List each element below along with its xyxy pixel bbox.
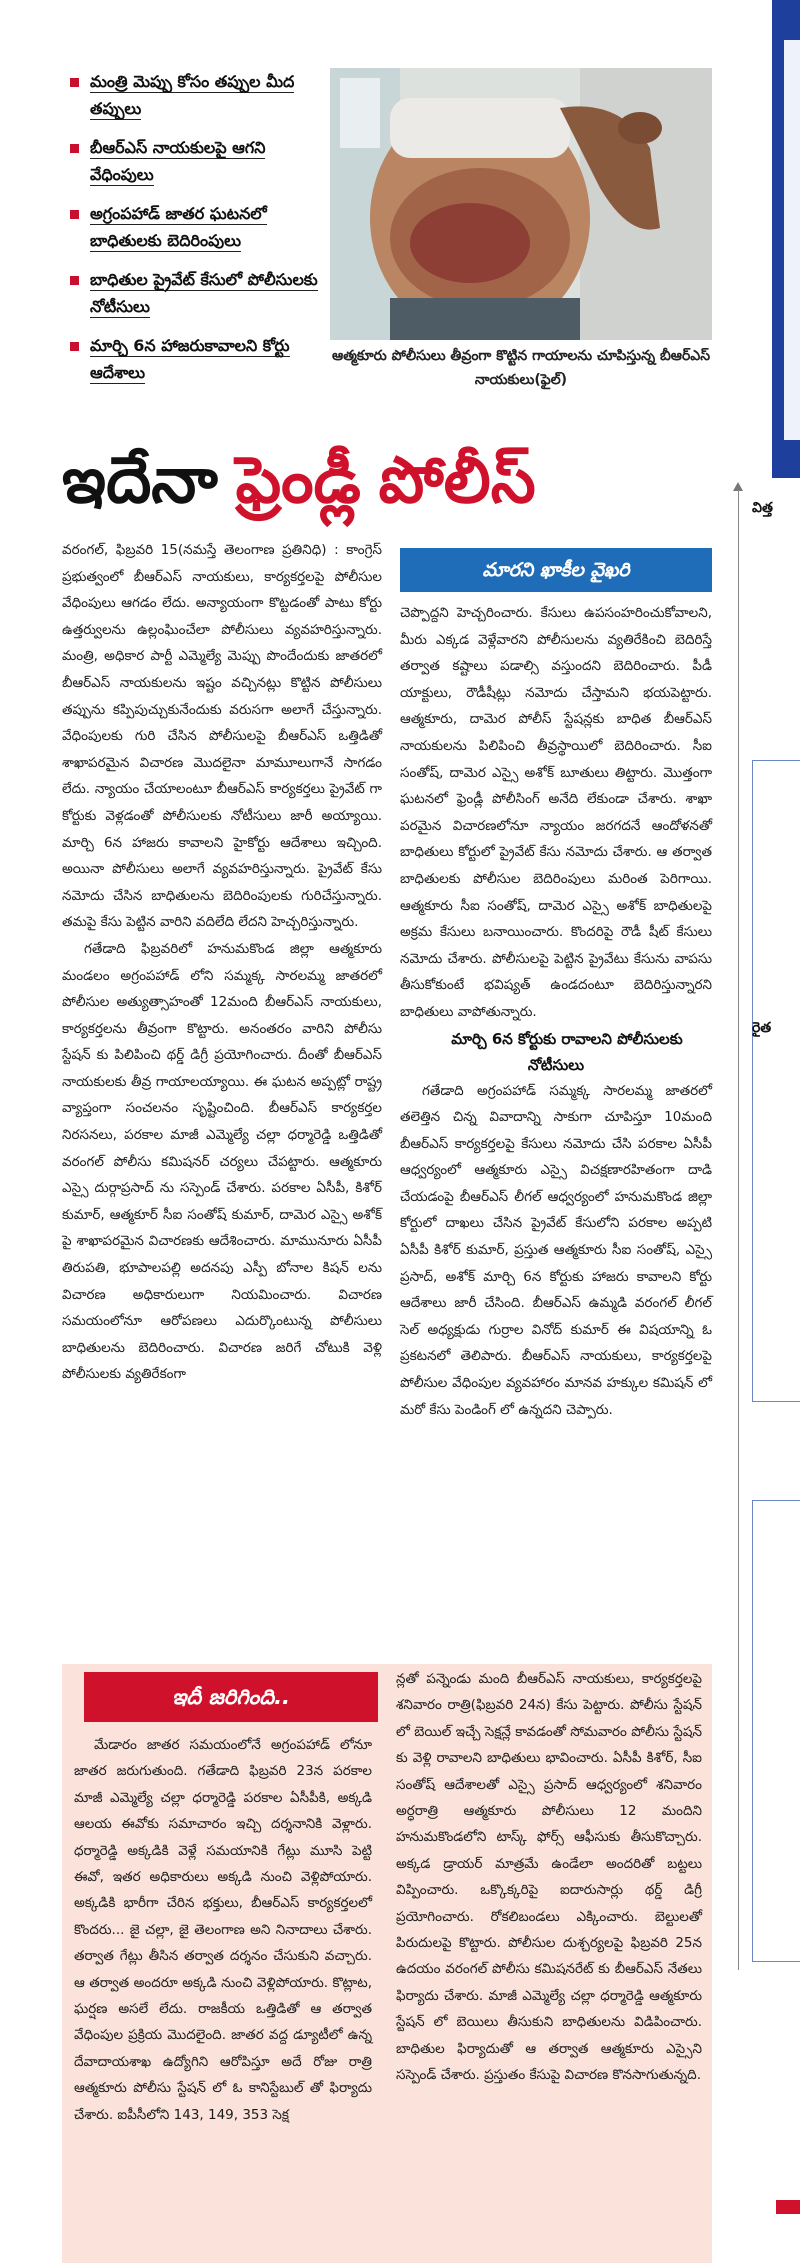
highlight-item: అగ్రంపహాడ్ జాతర ఘటనలో బాధితులకు బెదిరింపులు bbox=[62, 200, 324, 254]
box-right-column bbox=[396, 1666, 702, 2089]
adjacent-ad-panel bbox=[784, 40, 800, 440]
main-headline bbox=[62, 430, 722, 530]
article-paragraph: వరంగల్, ఫిబ్రవరి 15(నమస్తే తెలంగాణ ప్రతినిధి) : కాంగ్రెస్ ప్రభుత్వంలో బీఆర్ఎస్ నాయకులు, కార్యకర్తలపై పోలీసుల వేధింపులు ఆగడం లేదు. అన్యాయంగా కొట్టడంతో పాటు కోర్టు ఉత్తర్వులను ఉల్లంఘించేలా పోలీసులు వ్యవహరిస్తున్నారు. మంత్రి, అధికార పార్టీ ఎమ్మెల్యే మెప్పు పొందేందుకు జాతరలో బీఆర్ఎస్ నాయకులను ఇష్టం వచ్చినట్లు కొట్టిన పోలీసులు తప్పును కప్పిపుచ్చుకునేందుకు వరుసగా అలాగే చేస్తున్నారు. వేధింపులకు గురి చేసిన పోలీసులపై బీఆర్ఎస్ ఒత్తిడితో శాఖాపరమైన విచారణ మొదలైనా మామూలుగానే సాగడం లేదు. న్యాయం చేయాలంటూ బీఆర్ఎస్ కార్యకర్తలు ప్రైవేట్ గా కోర్టుకు వెళ్లడంతో పోలీసులకు నోటీసులు జారీ అయ్యాయి. మార్చి 6న హాజరు కావాలని హైకోర్టు ఆదేశాలు ఇచ్చింది. అయినా పోలీసులు అలాగే వ్యవహరిస్తున్నారు. ప్రైవేట్ కేసు నమోదు చేసిన బాధితులను బెదిరింపులకు గురిచేస్తున్నారు. తమపై కేసు పెట్టిన వారిని వదిలేది లేదని హెచ్చరిస్తున్నారు. bbox=[62, 542, 382, 931]
article-paragraph: చెప్పొద్దని హెచ్చరించారు. కేసులు ఉపసంహరించుకోవాలని, మీరు ఎక్కడ వెళ్లేవారని పోలీసులను వ్యతిరేకించి బెదిరిస్తే తర్వాత కష్టాలు పడాల్సి వస్తుందని బెదిరించారు. పీడీ యాక్టులు, రౌడీషీట్లు నమోదు చేస్తామని భయపెట్టారు. ఆత్మకూరు, దామెర పోలీస్ స్టేషన్లకు బాధిత బీఆర్ఎస్ నాయకులను పిలిపించి తీవ్రస్థాయిలో బెదిరించారు. సీఐ సంతోష్, దామెర ఎస్సై అశోక్ బూతులు తిట్టారు. మొత్తంగా ఘటనలో ఫ్రెండ్లీ పోలీసింగ్ అనేది లేకుండా చేశారు. శాఖా పరమైన విచారణలోనూ న్యాయం జరగదనే ఆందోళనతో బాధితులు కోర్టులో ప్రైవేట్ కేసు నమోదు చేశారు. ఆ తర్వాత బాధితులకు పోలీసుల బెదిరింపులు మరింత పెరిగాయి. ఆత్మకూరు సీఐ సంతోష్, దామెర ఎస్సై అశోక్ బాధితులపై అక్రమ కేసులు బనాయించారు. కొందరిపై రౌడీ షీట్ కేసులు నమోదు చేశారు. పోలీసులపై పెట్టిన ప్రైవేటు కేసును వాపసు తీసుకోకుంటే భవిష్యత్ ఉండదంటూ బెదిరిస్తున్నారని బాధితులు వాపోతున్నారు. bbox=[400, 605, 712, 1020]
adjacent-article-box bbox=[752, 760, 800, 1402]
adjacent-article-box bbox=[752, 1500, 800, 1962]
highlight-item: బాధితుల ప్రైవేట్ కేసులో పోలీసులకు నోటీసులు bbox=[62, 266, 324, 320]
photo-caption: ఆత్మకూరు పోలీసులు తీవ్రంగా కొట్టిన గాయాలను చూపిస్తున్న బీఆర్ఎస్ నాయకులు(ఫైల్) bbox=[331, 348, 711, 388]
box-tag: ఇదీ జరిగింది.. bbox=[84, 1672, 378, 1722]
highlight-item: బీఆర్ఎస్ నాయకులపై ఆగని వేధింపులు bbox=[62, 134, 324, 188]
adjacent-headline-fragment: విత్త bbox=[752, 500, 773, 516]
headline-part-1: ఇదేనా bbox=[62, 444, 218, 516]
highlight-item: మార్చి 6న హాజరుకావాలని కోర్టు ఆదేశాలు bbox=[62, 332, 324, 386]
article-subhead: మార్చి 6న కోర్టుకు రావాలని పోలీసులకు నోటీసులు bbox=[451, 1029, 683, 1074]
box-paragraph: న్లతో పన్నెండు మంది బీఆర్ఎస్ నాయకులు, కార్యకర్తలపై శనివారం రాత్రి(ఫిబ్రవరి 24న) కేసు పెట్టారు. పోలీసు స్టేషన్ లో బెయిల్ ఇచ్చే సెక్షన్లే కావడంతో సోమవారం పోలీసు స్టేషన్ కు వెళ్లి రావాలని బాధితులు భావించారు. ఏసీపీ కిశోర్, సీఐ సంతోష్ ఆదేశాలతో ఎస్సై ప్రసాద్ ఆధ్వర్యంలో శనివారం అర్ధరాత్రి ఆత్మకూరు పోలీసులు 12 మందిని హనుమకొండలోని టాస్క్ ఫోర్స్ ఆఫీసుకు తీసుకొచ్చారు. అక్కడ డ్రాయర్ మాత్రమే ఉండేలా అందరితో బట్టలు విప్పించారు. ఒక్కొక్కరిపై ఐదారుసార్లు థర్డ్ డిగ్రీ ప్రయోగించారు. రోకలిబండలు ఎక్కించారు. బెల్టులతో పిరుదులపై కొట్టారు. పోలీసుల దుశ్చర్యలపై ఫిబ్రవరి 25న ఉదయం వరంగల్ పోలీసు కమిషనరేట్ కు బీఆర్ఎస్ నేతలు ఫిర్యాదు చేశారు. మాజీ ఎమ్మెల్యే చల్లా ధర్మారెడ్డి ఆత్మకూరు స్టేషన్ లో బెయిలు తీసుకుని బాధితులను విడిపించారు. బాధితుల ఫిర్యాదుతో ఆ తర్వాత ఆత్మకూరు ఎస్సైని సస్పెండ్ చేశారు. ప్రస్తుతం కేసుపై విచారణ కొనసాగుతున్నది. bbox=[396, 1671, 702, 2084]
box-paragraph: మేడారం జాతర సమయంలోనే అగ్రంపహాడ్ లోనూ జాతర జరుగుతుంది. గతేడాది ఫిబ్రవరి 23న పరకాల మాజీ ఎమ్మెల్యే చల్లా ధర్మారెడ్డి పరకాల ఏసీపీకి, అక్కడి ఆలయ ఈవోకు సమాచారం ఇచ్చి దర్శనానికి వెళ్లారు. ధర్మారెడ్డి అక్కడికి వెళ్లే సమయానికి గేట్లు మూసి పెట్టి ఈవో, ఇతర అధికారులు అక్కడి నుంచి వెళ్లిపోయారు. అక్కడికి భారీగా చేరిన భక్తులు, బీఆర్ఎస్ కార్యకర్తలలో కొందరు... జై చల్లా, జై తెలంగాణ అని నినాదాలు చేశారు. తర్వాత గేట్లు తీసిన తర్వాత దర్శనం చేసుకుని వచ్చారు. ఆ తర్వాత అందరూ అక్కడి నుంచి వెళ్లిపోయారు. కొట్లాట, ఘర్షణ అసలే లేదు. రాజకీయ ఒత్తిడితో ఆ తర్వాత వేధింపుల ప్రక్రియ మొదలైంది. జాతర వద్ద డ్యూటీలో ఉన్న దేవాదాయశాఖ ఉద్యోగిని ఆరోపిస్తూ అదే రోజు రాత్రి ఆత్మకూరు పోలీసు స్టేషన్ లో ఓ కానిస్టేబుల్ తో ఫిర్యాదు చేశారు. ఐపీసీలోని 143, 149, 353 సెక్ష bbox=[74, 1737, 372, 2123]
box-left-column bbox=[74, 1732, 372, 2128]
column-divider bbox=[738, 490, 739, 1970]
article-paragraph: గతేడాది ఫిబ్రవరిలో హనుమకొండ జిల్లా ఆత్మకూరు మండలం అగ్రంపహాడ్ లోని సమ్మక్క సారలమ్మ జాతరలో పోలీసుల అత్యుత్సాహంతో 12మంది బీఆర్ఎస్ నాయకులు, కార్యకర్తలను తీవ్రంగా కొట్టారు. అనంతరం వారిని పోలీసు స్టేషన్ కు పిలిపించి థర్డ్ డిగ్రీ ప్రయోగించారు. దీంతో బీఆర్ఎస్ నాయకులకు తీవ్ర గాయాలయ్యాయి. ఈ ఘటన అప్పట్లో రాష్ట్ర వ్యాప్తంగా సంచలనం సృష్టించింది. బీఆర్ఎస్ కార్యకర్తల నిరసనలు, పరకాల మాజీ ఎమ్మెల్యే చల్లా ధర్మారెడ్డి ఒత్తిడితో వరంగల్ పోలీసు కమిషనర్ చర్యలు చేపట్టారు. ఆత్మకూరు ఎస్సై దుర్గాప్రసాద్ ను సస్పెండ్ చేశారు. పరకాల ఏసీపీ, కిశోర్ కుమార్, ఆత్మకూర్ సీఐ సంతోష్ కుమార్, దామెర ఎస్సై అశోక్ పై శాఖాపరమైన విచారణకు ఆదేశించారు. మామునూరు ఏసీపీ తిరుపతి, భూపాలపల్లి అదనపు ఎస్పీ బోనాల కిషన్ లను విచారణ అధికారులుగా నియమించారు. విచారణ సమయంలోనూ ఆరోపణలు ఎదుర్కొంటున్న పోలీసులు బాధితులను బెదిరించారు. విచారణ జరిగే చోటుకి వెళ్లి పోలీసులకు వ్యతిరేకంగా bbox=[62, 940, 382, 1383]
article-paragraph: గతేడాది అగ్రంపహాడ్ సమ్మక్క సారలమ్మ జాతరలో తలెత్తిన చిన్న వివాదాన్ని సాకుగా చూపిస్తూ 10మంది బీఆర్ఎస్ కార్యకర్తలపై కేసులు నమోదు చేసి పరకాల ఏసీపీ ఆధ్వర్యంలో ఆత్మకూరు ఎస్సై విచక్షణారహితంగా దాడి చేయడంపై బీఆర్ఎస్ లీగల్ ఆధ్వర్యంలో హనుమకొండ జిల్లా కోర్టులో దాఖలు చేసిన ప్రైవేట్ కేసులోని పరకాల అప్పటి ఏసీపీ కిశోర్ కుమార్, ప్రస్తుత ఆత్మకూరు సీఐ సంతోష్, ఎస్సై ప్రసాద్, అశోక్ మార్చి 6న కోర్టుకు హాజరు కావాలని కోర్టు ఆదేశాలు జారీ చేసింది. బీఆర్ఎస్ ఉమ్మడి వరంగల్ లీగల్ సెల్ అధ్యక్షుడు గుర్రాల వినోద్ కుమార్ ఈ విషయాన్ని ఓ ప్రకటనలో తెలిపారు. బీఆర్ఎస్ నాయకులు, కార్యకర్తలపై పోలీసుల వేధింపుల వ్యవహారం మానవ హక్కుల కమిషన్ లో మరో కేసు పెండింగ్ లో ఉన్నదని చెప్పారు. bbox=[400, 1082, 712, 1418]
section-banner: మారని ఖాకీల వైఖరి bbox=[400, 548, 712, 592]
adjacent-bullet-marker bbox=[776, 2200, 800, 2214]
article-left-column bbox=[62, 537, 382, 1388]
news-photo bbox=[330, 68, 712, 340]
highlights-list bbox=[62, 68, 324, 398]
highlight-item: మంత్రి మెప్పు కోసం తప్పుల మీద తప్పులు bbox=[62, 68, 324, 122]
adjacent-subhead-fragment: రైత bbox=[752, 1020, 772, 1036]
injury-photo-illustration bbox=[330, 68, 712, 340]
article-right-column bbox=[400, 600, 712, 1423]
headline-part-2: ఫ్రెండ్లీ పోలీస్ bbox=[235, 444, 536, 516]
